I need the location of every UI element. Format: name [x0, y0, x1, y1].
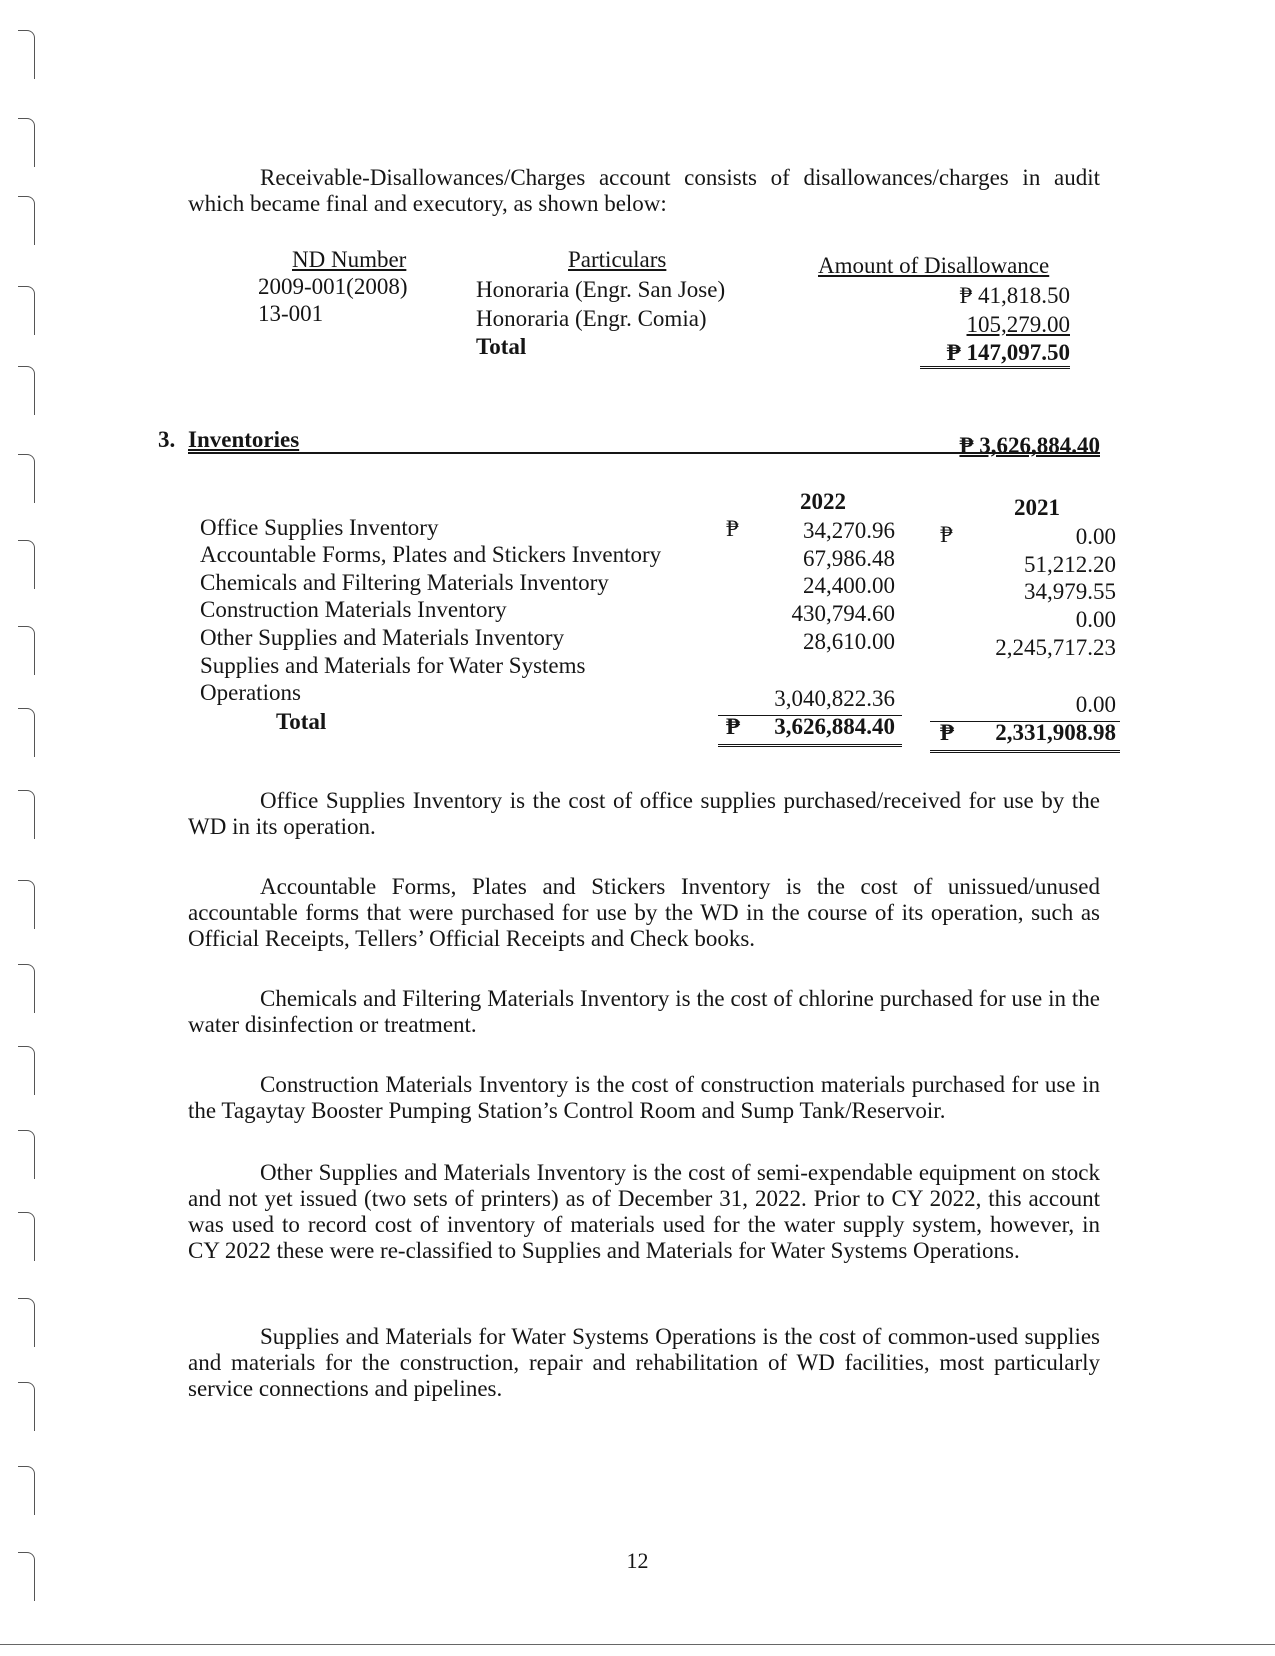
year-header-2022: 2022 — [800, 489, 846, 514]
particulars-header: Particulars — [568, 247, 667, 272]
peso-sign: ₱ — [940, 522, 953, 547]
binder-mark — [18, 1130, 35, 1179]
value-2022: 430,794.60 — [791, 601, 895, 626]
binder-mark — [18, 626, 35, 675]
inventory-row-label: Supplies and Materials for Water Systems — [200, 653, 586, 678]
inventory-row-label: Accountable Forms, Plates and Stickers Inventory — [200, 542, 662, 567]
particulars-cell: Honoraria (Engr. Comia) — [476, 306, 707, 331]
value-2021: 0.00 — [1075, 524, 1116, 549]
binder-mark — [18, 708, 35, 757]
section-title: Inventories — [188, 427, 300, 452]
paragraph-construction: Construction Materials Inventory is the cost of construction materials purchased for use in the Tagaytay Booster Pumping Station’s Control Room and Sump Tank/Reservoir. — [188, 1072, 1100, 1123]
value-2022: 67,986.48 — [803, 546, 895, 571]
paragraph-water-systems: Supplies and Materials for Water Systems Operations is the cost of common-used supplies and materials for the construction, repair and rehabilitation of WD facilities, most particularly service connections and pipelines. — [188, 1324, 1100, 1401]
value-2021: 34,979.55 — [1024, 579, 1116, 604]
total-amount: ₱ 147,097.50 — [920, 339, 1070, 369]
inventory-row-label: Office Supplies Inventory — [200, 515, 439, 540]
binder-mark — [18, 118, 35, 167]
section-number: 3. — [158, 427, 176, 452]
total-double-rule — [930, 750, 1120, 756]
inventory-total-label: Total — [276, 709, 327, 734]
amount-header: Amount of Disallowance — [818, 253, 1050, 278]
particulars-cell: Honoraria (Engr. San Jose) — [476, 277, 726, 302]
paragraph-accountable-forms: Accountable Forms, Plates and Stickers Inventory is the cost of unissued/unused accountable forms that were purchased for use by the WD in the course of its operation, such as Official Receipts, Tellers’ Official Receipts and Check books. — [188, 874, 1100, 951]
binder-mark — [18, 196, 35, 245]
amount-cell: 105,279.00 — [966, 312, 1070, 337]
nd-number-cell: 2009-001(2008) — [258, 274, 408, 299]
value-2021: 51,212.20 — [1024, 552, 1116, 577]
inventory-row-label: Other Supplies and Materials Inventory — [200, 625, 565, 650]
binder-mark — [18, 790, 35, 839]
binder-mark — [18, 880, 35, 929]
binder-mark — [18, 540, 35, 589]
nd-number-cell: 13-001 — [258, 301, 324, 326]
total-label: Total — [476, 334, 527, 359]
value-2022: 24,400.00 — [803, 573, 895, 598]
total-2021: 2,331,908.98 — [995, 720, 1116, 745]
value-2022: 34,270.96 — [803, 518, 895, 543]
inventory-row-label: Construction Materials Inventory — [200, 597, 507, 622]
value-2022: 3,040,822.36 — [774, 686, 895, 711]
section-divider — [188, 452, 1100, 454]
nd-number-header: ND Number — [292, 247, 407, 272]
paragraph-chemicals: Chemicals and Filtering Materials Inventory is the cost of chlorine purchased for use in the water disinfection or treatment. — [188, 986, 1100, 1037]
binder-mark — [18, 964, 35, 1013]
total-double-rule — [718, 744, 902, 750]
peso-sign: ₱ — [726, 516, 739, 541]
paragraph-office-supplies: Office Supplies Inventory is the cost of office supplies purchased/received for use by the WD in its operation. — [188, 788, 1100, 839]
value-2021: 0.00 — [1075, 607, 1116, 632]
page-number: 12 — [626, 1548, 649, 1573]
binder-mark — [18, 454, 35, 503]
inventory-row-label: Chemicals and Filtering Materials Inventory — [200, 570, 609, 595]
peso-sign: ₱ — [940, 720, 955, 745]
binder-mark — [18, 30, 35, 79]
total-2022: 3,626,884.40 — [774, 714, 895, 739]
value-2021: 2,245,717.23 — [995, 635, 1116, 660]
year-header-2021: 2021 — [1014, 495, 1060, 520]
paragraph-other-supplies: Other Supplies and Materials Inventory is the cost of semi-expendable equipment on stock and not yet issued (two sets of printers) as of December 31, 2022. Prior to CY 2022, this account was used to record cost of inventory of materials used for the water supply system, however, in CY 2022 these were re-classified to Supplies and Materials for Water Systems Operations. — [188, 1160, 1100, 1263]
binder-mark — [18, 1212, 35, 1261]
binder-mark — [18, 366, 35, 415]
peso-sign: ₱ — [726, 714, 741, 739]
binder-mark — [18, 1298, 35, 1347]
binder-mark — [18, 1466, 35, 1515]
binder-mark — [18, 286, 35, 335]
section-total: ₱ 3,626,884.40 — [959, 433, 1100, 458]
intro-paragraph: Receivable-Disallowances/Charges account consists of disallowances/charges in audit which became final and executory, as shown below: — [188, 165, 1100, 216]
value-2021: 0.00 — [1075, 692, 1116, 717]
binder-mark — [18, 1382, 35, 1431]
inventory-row-label: Operations — [200, 680, 301, 705]
binder-mark — [18, 1046, 35, 1095]
amount-cell: ₱ 41,818.50 — [959, 283, 1070, 308]
value-2022: 28,610.00 — [803, 629, 895, 654]
page-bottom-edge — [0, 1644, 1275, 1645]
